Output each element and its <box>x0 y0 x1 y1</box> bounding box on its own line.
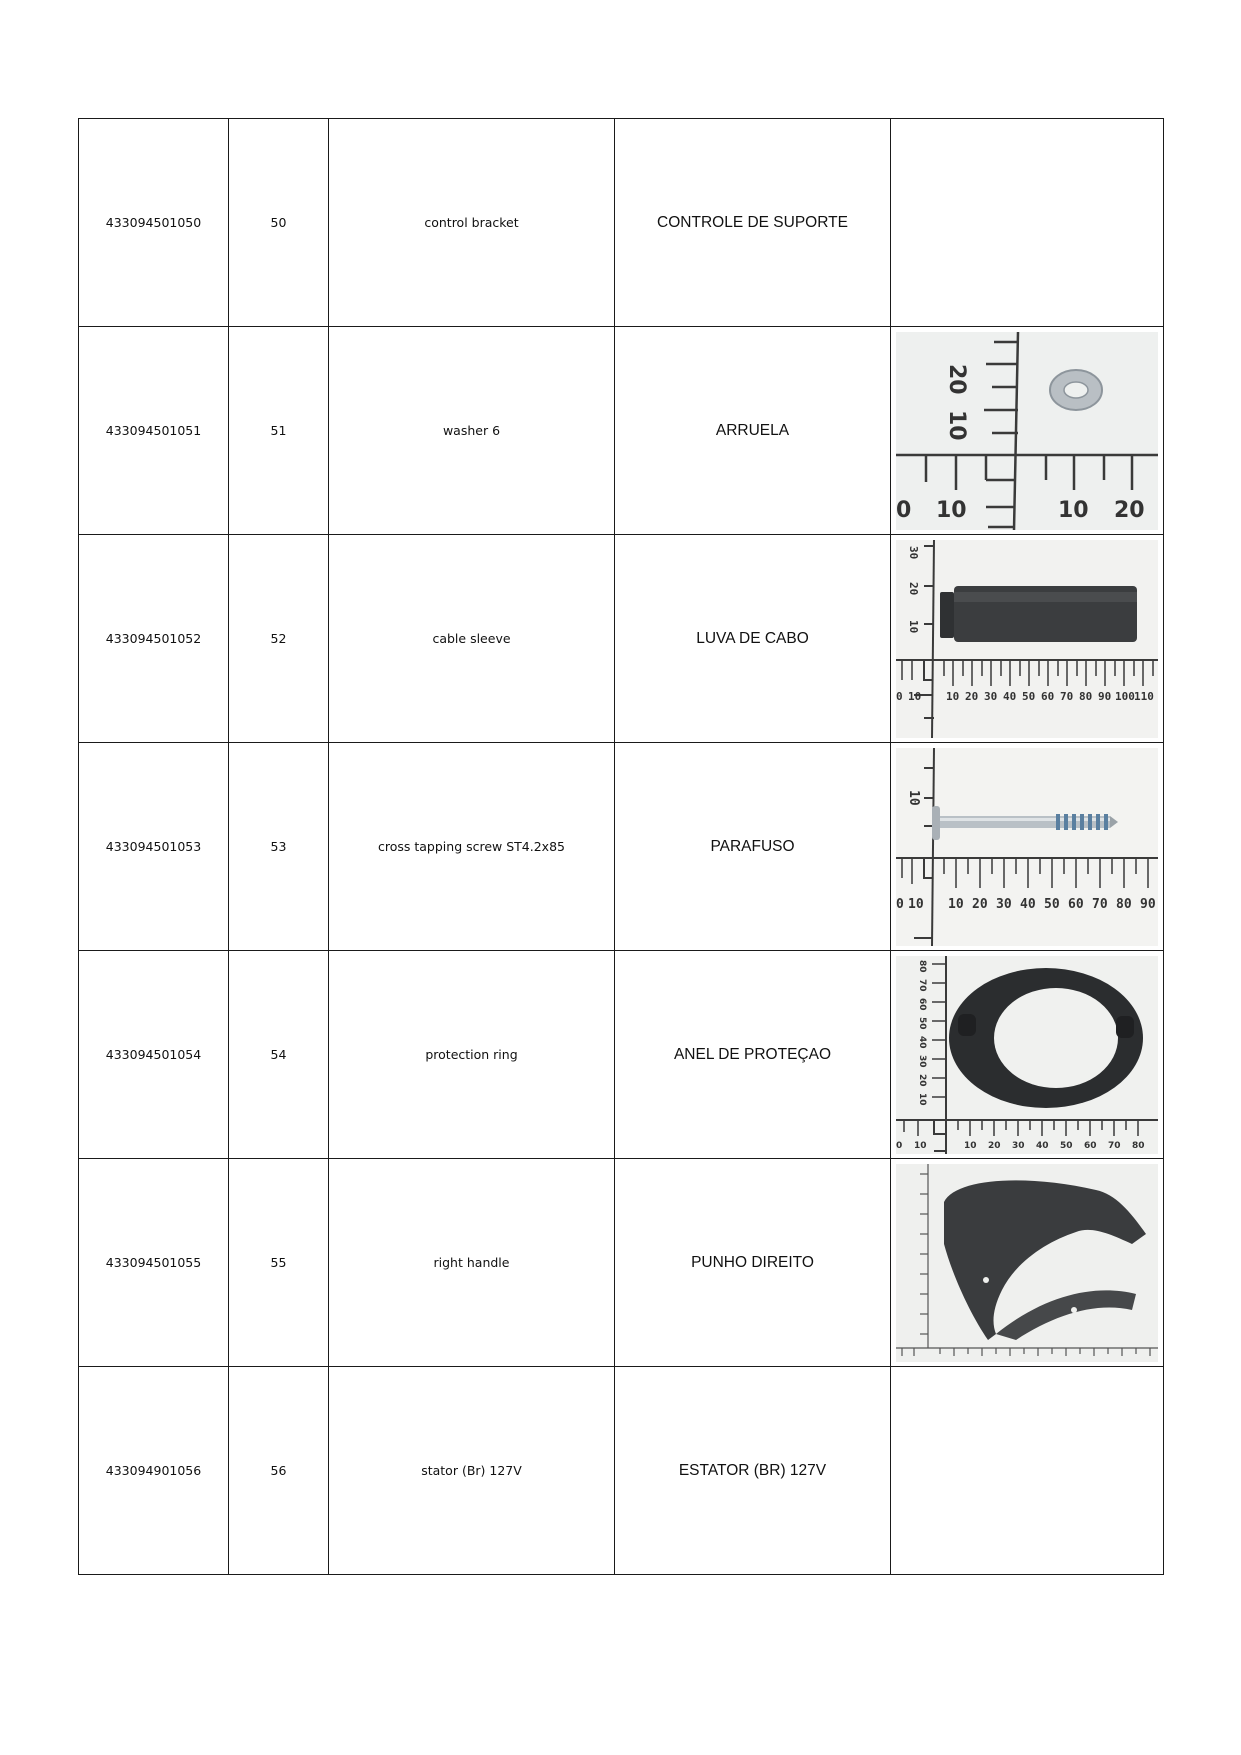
ruler-y-label: 40 <box>917 1035 927 1049</box>
part-code: 433094501052 <box>79 535 229 743</box>
ruler-x-label: 90 <box>1098 689 1112 703</box>
ruler-x-label: 80 <box>1116 896 1132 912</box>
ruler-y-label: 10 <box>917 1092 927 1106</box>
ruler-x-label: 110 <box>1134 689 1154 703</box>
part-name-english: control bracket <box>329 119 615 327</box>
ruler-x-label: 10 <box>908 689 922 703</box>
ruler-x-label: 0 <box>896 896 904 912</box>
ruler-y-label: 70 <box>917 978 927 992</box>
part-name-english: cable sleeve <box>329 535 615 743</box>
part-name-english: cross tapping screw ST4.2x85 <box>329 743 615 951</box>
position-number: 51 <box>229 327 329 535</box>
part-code: 433094501053 <box>79 743 229 951</box>
protection-ring-shape <box>949 968 1143 1108</box>
ruler-y-label: 10 <box>906 789 921 806</box>
ruler-x-label: 60 <box>1041 689 1055 703</box>
part-name-portuguese: LUVA DE CABO <box>615 535 891 743</box>
ruler-x-label: 50 <box>1044 896 1060 912</box>
protection-ring-photo <box>896 956 1158 1154</box>
ruler-y-label: 30 <box>907 545 920 559</box>
ruler-x-label: 40 <box>1036 1140 1049 1151</box>
screw-photo <box>896 748 1158 946</box>
cable-sleeve-photo <box>896 540 1158 738</box>
ruler-x-label: 100 <box>1115 689 1135 703</box>
protection-ring-with-ruler-image <box>896 956 1158 1154</box>
ruler-x-label: 60 <box>1068 896 1084 912</box>
table-row <box>79 327 1164 535</box>
part-code: 433094501054 <box>79 951 229 1159</box>
table-row <box>79 1159 1164 1367</box>
ruler-x-label: 0 <box>896 1140 903 1151</box>
part-name-english: right handle <box>329 1159 615 1367</box>
ruler-x-label: 10 <box>948 896 964 912</box>
part-name-portuguese: PARAFUSO <box>615 743 891 951</box>
ruler-x-label: 90 <box>1140 896 1156 912</box>
ruler-x-label: 10 <box>936 497 967 523</box>
ruler-y-label: 50 <box>917 1016 927 1030</box>
washer-shape <box>1050 370 1102 410</box>
right-handle-with-ruler-image <box>896 1164 1158 1362</box>
ruler-y-label: 20 <box>907 581 920 595</box>
ruler-x-label: 70 <box>1108 1140 1121 1151</box>
part-name-english: protection ring <box>329 951 615 1159</box>
ruler-x-label: 10 <box>908 896 924 912</box>
ruler-x-label: 50 <box>1060 1140 1073 1151</box>
part-name-portuguese: ANEL DE PROTEÇAO <box>615 951 891 1159</box>
part-name-english: stator (Br) 127V <box>329 1367 615 1575</box>
position-number: 53 <box>229 743 329 951</box>
part-photo-cell-empty <box>891 1367 1164 1575</box>
table-row <box>79 743 1164 951</box>
part-code: 433094901056 <box>79 1367 229 1575</box>
part-name-english: washer 6 <box>329 327 615 535</box>
table-row <box>79 1367 1164 1575</box>
ruler-x-label: 30 <box>984 689 998 703</box>
ruler-y-label: 80 <box>917 959 927 973</box>
ruler-x-label: 30 <box>996 896 1012 912</box>
ruler-x-label: 80 <box>1079 689 1093 703</box>
ruler-y-label: 20 <box>917 1073 927 1087</box>
right-handle-photo <box>896 1164 1158 1362</box>
ruler-x-label: 30 <box>1012 1140 1025 1151</box>
ruler-x-label: 10 <box>1058 497 1089 523</box>
ruler-y-label: 30 <box>917 1054 927 1068</box>
ruler-x-label: 10 <box>946 689 960 703</box>
position-number: 54 <box>229 951 329 1159</box>
ruler-y-label: 10 <box>944 409 969 441</box>
ruler-x-label: 20 <box>1114 497 1145 523</box>
part-photo-cell-empty <box>891 119 1164 327</box>
parts-table <box>78 118 1164 1575</box>
table-row <box>79 119 1164 327</box>
cable-sleeve-shape <box>940 586 1137 642</box>
part-code: 433094501050 <box>79 119 229 327</box>
ruler-x-label: 60 <box>1084 1140 1097 1151</box>
screw-with-ruler-image <box>896 748 1158 946</box>
table-row <box>79 535 1164 743</box>
ruler-y-label: 20 <box>944 363 969 395</box>
position-number: 50 <box>229 119 329 327</box>
ruler-x-label: 20 <box>965 689 979 703</box>
ruler-x-label: 20 <box>972 896 988 912</box>
part-name-portuguese: PUNHO DIREITO <box>615 1159 891 1367</box>
ruler-x-label: 80 <box>1132 1140 1145 1151</box>
ruler-x-label: 10 <box>914 1140 927 1151</box>
position-number: 52 <box>229 535 329 743</box>
ruler-x-label: 50 <box>1022 689 1036 703</box>
washer-photo <box>896 332 1158 530</box>
ruler-y-label: 60 <box>917 997 927 1011</box>
ruler-x-label: 10 <box>964 1140 977 1151</box>
washer-with-ruler-image <box>896 332 1158 530</box>
position-number: 56 <box>229 1367 329 1575</box>
ruler-x-label: 20 <box>988 1140 1001 1151</box>
part-name-portuguese: CONTROLE DE SUPORTE <box>615 119 891 327</box>
ruler-x-label: 40 <box>1003 689 1017 703</box>
table-row <box>79 951 1164 1159</box>
ruler-x-label: 70 <box>1060 689 1074 703</box>
ruler-y-label: 10 <box>907 619 920 633</box>
ruler-x-label: 0 <box>896 497 912 523</box>
part-name-portuguese: ARRUELA <box>615 327 891 535</box>
ruler-x-label: 0 <box>896 689 903 703</box>
cable-sleeve-with-ruler-image <box>896 540 1158 738</box>
part-code: 433094501051 <box>79 327 229 535</box>
ruler-x-label: 70 <box>1092 896 1108 912</box>
part-name-portuguese: ESTATOR (BR) 127V <box>615 1367 891 1575</box>
part-code: 433094501055 <box>79 1159 229 1367</box>
ruler-x-label: 40 <box>1020 896 1036 912</box>
position-number: 55 <box>229 1159 329 1367</box>
